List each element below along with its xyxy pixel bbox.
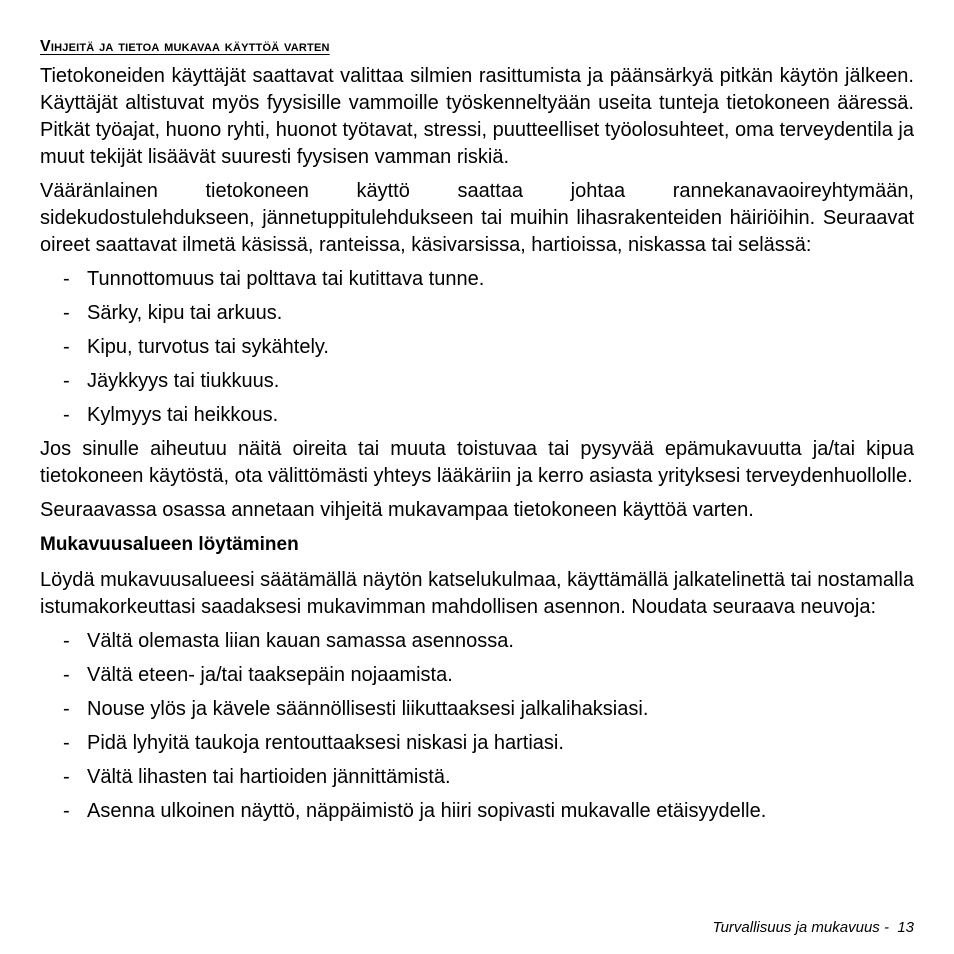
list-item: - Kylmyys tai heikkous.: [40, 402, 914, 429]
list-item: - Vältä eteen- ja/tai taaksepäin nojaamista.: [40, 662, 914, 689]
symptoms-intro-paragraph: Vääränlainen tietokoneen käyttö saattaa johtaa rannekanavaoireyhtymään, sidekudostulehdukseen, jännetuppitulehdukseen tai muihin lihasrakenteiden häiriöihin. Seuraavat oireet saattavat ilmetä käsissä, ranteissa, käsivarsissa, hartioissa, niskassa tai selässä:: [40, 180, 914, 256]
list-item: - Kipu, turvotus tai sykähtely.: [40, 334, 914, 361]
advice-paragraph: Jos sinulle aiheutuu näitä oireita tai muuta toistuvaa tai pysyvää epämukavuutta ja/tai kipua tietokoneen käytöstä, ota välittömästi yhteys lääkäriin ja kerro asiasta yrityksesi terveydenhuollolle.: [40, 438, 914, 487]
section-heading: Vihjeitä ja tietoa mukavaa käyttöä varten: [40, 38, 330, 55]
symptoms-list: [40, 266, 914, 429]
document-page: [40, 36, 914, 832]
list-item: - Vältä olemasta liian kauan samassa asennossa.: [40, 628, 914, 655]
list-item: - Tunnottomuus tai polttava tai kutittava tunne.: [40, 266, 914, 293]
tips-list: [40, 628, 914, 825]
list-item: - Asenna ulkoinen näyttö, näppäimistö ja hiiri sopivasti mukavalle etäisyydelle.: [40, 798, 914, 825]
page-number: 13: [897, 919, 914, 936]
footer-section-title: Turvallisuus ja mukavuus: [712, 919, 880, 936]
footer-separator: -: [879, 919, 898, 936]
next-section-paragraph: Seuraavassa osassa annetaan vihjeitä mukavampaa tietokoneen käyttöä varten.: [40, 499, 754, 521]
comfort-zone-paragraph: Löydä mukavuusalueesi säätämällä näytön katselukulmaa, käyttämällä jalkatelinettä tai nostamalla istumakorkeuttasi saadaksesi mukavimman mahdollisen asennon. Noudata seuraava neuvoja:: [40, 569, 914, 618]
list-item: - Särky, kipu tai arkuus.: [40, 300, 914, 327]
subsection-heading: Mukavuusalueen löytäminen: [40, 534, 299, 555]
list-item: - Pidä lyhyitä taukoja rentouttaaksesi niskasi ja hartiasi.: [40, 730, 914, 757]
list-item: - Vältä lihasten tai hartioiden jännittämistä.: [40, 764, 914, 791]
list-item: - Nouse ylös ja kävele säännöllisesti liikuttaaksesi jalkalihaksiasi.: [40, 696, 914, 723]
list-item: - Jäykkyys tai tiukkuus.: [40, 368, 914, 395]
intro-paragraph: Tietokoneiden käyttäjät saattavat valittaa silmien rasittumista ja päänsärkyä pitkän käytön jälkeen. Käyttäjät altistuvat myös fyysisille vammoille työskenneltyään useita tunteja tietokoneen ääressä. Pitkät työajat, huono ryhti, huonot työtavat, stressi, puutteelliset työolosuhteet, oma terveydentila ja muut tekijät lisäävät suuresti fyysisen vamman riskiä.: [40, 65, 914, 168]
page-footer: [713, 918, 914, 938]
